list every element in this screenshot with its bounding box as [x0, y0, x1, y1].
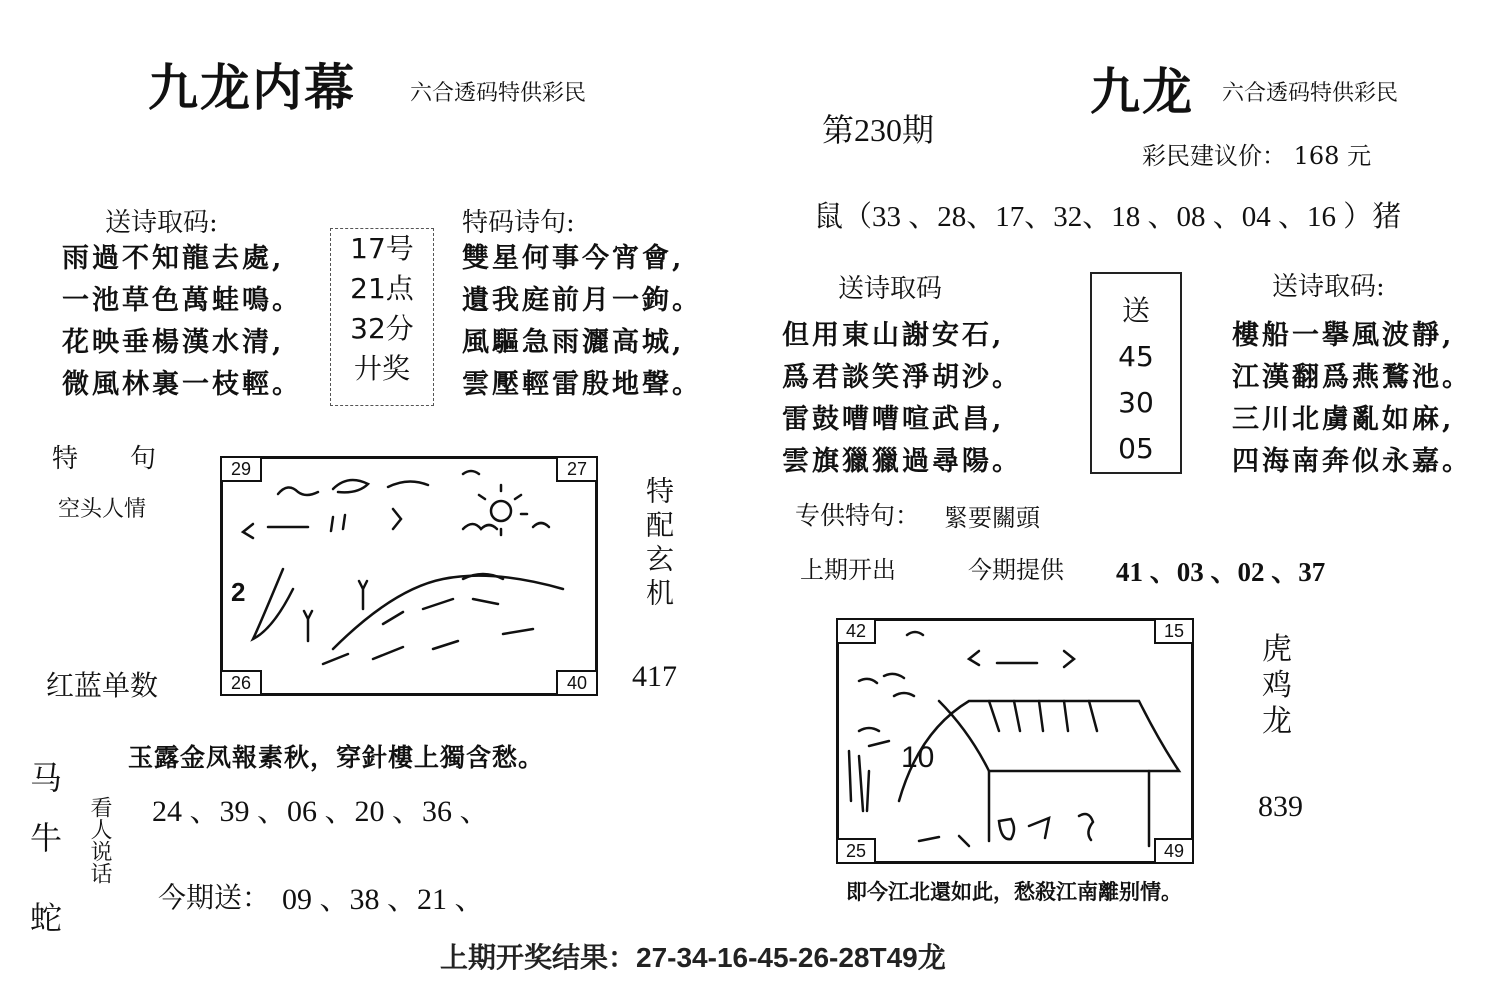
range-line: 鼠（33 、28、17、32、18 、08 、04 、16 ）猪 [814, 201, 1402, 233]
verse-line: 雲壓輕雷殷地聲。 [462, 369, 702, 400]
poem-line: 花映垂楊漢水清, [62, 327, 285, 358]
left-verse [462, 238, 702, 406]
left-poem-header: 送诗取码: [105, 208, 218, 238]
left-poem [62, 238, 302, 406]
tejv-text: 空头人情 [58, 496, 147, 521]
box-line: 32分 [350, 312, 414, 345]
poem-line: 微風林裏一枝輕。 [62, 369, 302, 400]
right-side-number: 839 [1258, 790, 1303, 823]
verse-line: 遺我庭前月一鉤。 [462, 285, 702, 316]
zodiac-char: 蛇 [30, 899, 63, 937]
box-line: 30 [1118, 386, 1154, 419]
kanren-label: 看人说话 [87, 796, 112, 884]
today-label: 今期送： [158, 881, 271, 914]
last-open-label: 上期开出 [800, 556, 896, 584]
verse-line: 風驅急雨灑高城, [462, 327, 685, 358]
left-subtitle: 六合透码特供彩民 [410, 81, 587, 106]
poem-line: 雷鼓嘈嘈喧武昌, [782, 404, 1005, 435]
left-number-box [330, 228, 434, 406]
right-caption: 即今江北還如此，愁殺江南離别情。 [846, 879, 1182, 904]
red-blue-label: 红蓝单数 [46, 670, 159, 701]
zodiac-char: 马 [30, 759, 63, 797]
box-line: 廾奖 [353, 352, 410, 385]
corner-number: 49 [1154, 838, 1194, 864]
poem-line: 雨過不知龍去處, [62, 243, 285, 274]
poem-line: 三川北虜亂如麻, [1232, 404, 1455, 435]
poem-line: 但用東山謝安石, [782, 320, 1005, 351]
last-result: 上期开奖结果：27-34-16-45-26-28T49龙 [440, 942, 946, 973]
sketch-text: 10 [901, 741, 935, 774]
right-poem2 [1232, 314, 1472, 482]
right-side-zodiac [1262, 632, 1292, 740]
right-poem2-header: 送诗取码: [1272, 272, 1385, 302]
poem-line: 樓船一擧風波靜, [1232, 320, 1455, 351]
poem-line: 爲君談笑淨胡沙。 [782, 362, 1022, 393]
side-number: 417 [632, 660, 677, 693]
poem-line: 江漢翻爲燕鶩池。 [1232, 362, 1472, 393]
corner-number: 25 [836, 838, 876, 864]
poem-line: 一池草色萬蛙鳴。 [62, 285, 302, 316]
right-subtitle: 六合透码特供彩民 [1222, 81, 1399, 106]
right-sketch-drawing [839, 621, 1191, 861]
corner-number: 26 [220, 670, 262, 696]
left-bottom-verse: 玉露金凤報素秋，穿針樓上獨含愁。 [128, 743, 545, 772]
left-sketch-drawing [223, 459, 595, 693]
zodiac-char: 牛 [30, 819, 63, 857]
side-label: 特配玄机 [642, 476, 675, 612]
right-number-box [1090, 272, 1182, 474]
right-poem1-header: 送诗取码 [838, 274, 943, 304]
verse-line: 雙星何事今宵會, [462, 243, 685, 274]
price: 彩民建议价： 168 元 [1142, 142, 1372, 170]
left-title: 九龙内幕 [148, 58, 356, 117]
zodiac-vertical [30, 748, 62, 948]
tejv-label: 特 句 [52, 444, 157, 474]
corner-number: 42 [836, 618, 876, 644]
zodiac-char: 虎 [1262, 632, 1292, 667]
box-line: 05 [1118, 432, 1154, 465]
right-title: 九龙 [1090, 62, 1194, 121]
zodiac-char: 龙 [1262, 704, 1292, 739]
today-provide-label: 今期提供 [968, 556, 1064, 584]
poem-line: 四海南奔似永嘉。 [1232, 446, 1472, 477]
issue-number: 第230期 [822, 112, 935, 148]
numbers-row: 24 、39 、06 、20 、36 、 [152, 795, 490, 828]
special-label: 专供特句： [795, 501, 921, 530]
box-line: 送 [1121, 294, 1150, 327]
left-verse-header: 特码诗句: [462, 208, 575, 238]
poem-line: 雲旗獵獵過尋陽。 [782, 446, 1022, 477]
corner-number: 27 [556, 456, 598, 482]
box-line: 45 [1118, 340, 1154, 373]
today-numbers: 09 、38 、21 、 [282, 883, 485, 916]
zodiac-char: 鸡 [1262, 668, 1292, 703]
box-line: 17号 [350, 232, 414, 265]
corner-number: 40 [556, 670, 598, 696]
right-poem1 [782, 314, 1022, 482]
special-text: 緊要關頭 [944, 504, 1040, 532]
corner-number: 15 [1154, 618, 1194, 644]
left-sketch-frame [220, 456, 598, 696]
corner-number: 29 [220, 456, 262, 482]
provide-numbers: 41 、03 、02 、37 [1116, 557, 1326, 587]
box-line: 21点 [350, 272, 414, 305]
right-sketch-frame [836, 618, 1194, 864]
sketch-digit: 2 [231, 577, 246, 607]
